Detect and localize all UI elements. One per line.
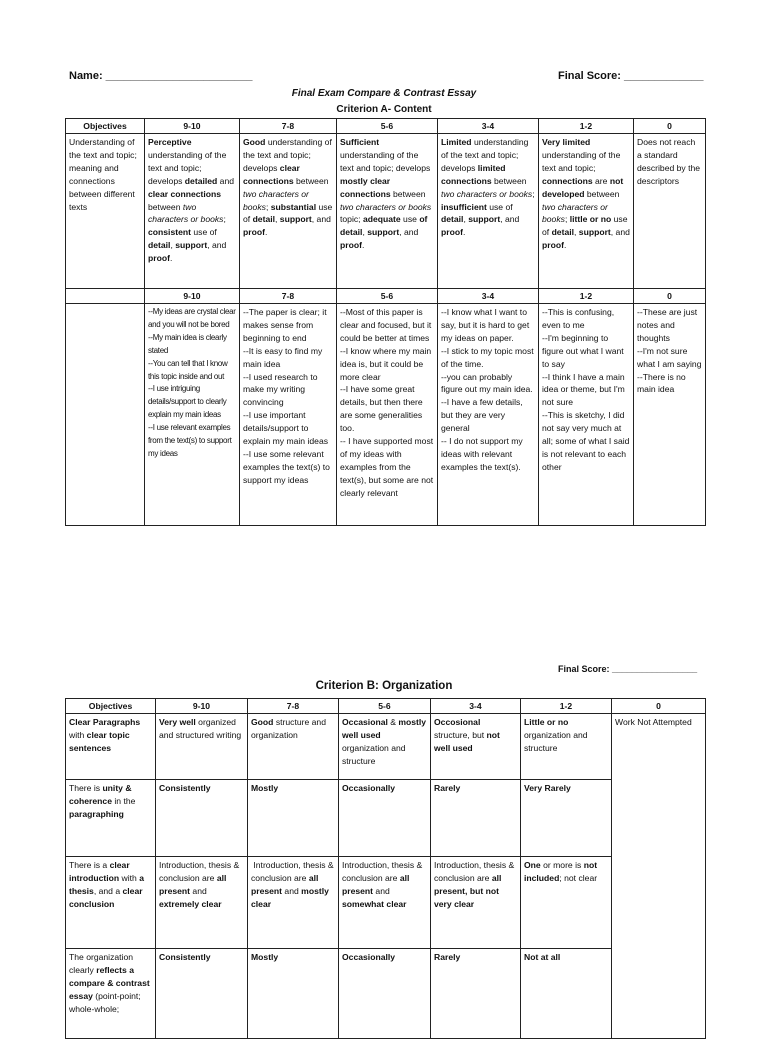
col2-9-10: 9-10 <box>145 289 240 304</box>
objective-introduction: There is a clear introduction with a thesis, and a clear conclusion <box>66 857 156 949</box>
col-1-2: 1-2 <box>521 699 612 714</box>
cell-b-0: Work Not Attempted <box>612 714 706 1039</box>
criterion-b-row-2 <box>66 780 706 857</box>
document-title: Final Exam Compare & Contrast Essay <box>291 88 477 99</box>
objective-paragraphs: Clear Paragraphs with clear topic sentences <box>66 714 156 780</box>
criterion-b-header-row <box>66 699 706 714</box>
criterion-b-row-1 <box>66 714 706 780</box>
cell-b3-7-8: Introduction, thesis & conclusion are all present and mostly clear <box>248 857 339 949</box>
col2-3-4: 3-4 <box>438 289 539 304</box>
col-7-8: 7-8 <box>240 119 337 134</box>
student-statement-7-8: --The paper is clear; it makes sense from beginning to end --It is easy to find my main idea --I used research to make my writing convincing --I use important details/support to explain my main ideas --I use some relevant examples the text(s) to support my ideas <box>240 304 337 526</box>
student-statement-5-6: --Most of this paper is clear and focused, but it could be better at times --I know where my main idea is, but it could be more clear --I have some great details, but then there are some generalities too. -- I have supported most of my ideas with examples from the text(s), but some are not clearly relevant <box>337 304 438 526</box>
cell-b1-1-2: Little or no organization and structure <box>521 714 612 780</box>
objective-cell: Understanding of the text and topic; meaning and connections between different texts <box>66 134 145 289</box>
cell-b4-5-6: Occasionally <box>339 949 431 1039</box>
student-statement-0: --These are just notes and thoughts --I'm not sure what I am saying --There is no main idea <box>634 304 706 526</box>
criterion-a-second-header-row <box>66 289 706 304</box>
col-7-8: 7-8 <box>248 699 339 714</box>
cell-b1-3-4: Occosional structure, but not well used <box>431 714 521 780</box>
criterion-b-table <box>65 698 706 1039</box>
blank-cell <box>66 304 145 526</box>
objective-compare-contrast: The organization clearly reflects a compare & contrast essay (point-point; whole-whole; <box>66 949 156 1039</box>
cell-b4-7-8: Mostly <box>248 949 339 1039</box>
criterion-a-descriptor-row <box>66 134 706 289</box>
descriptor-7-8: Good understanding of the text and topic; develops clear connections between two characters or books; substantial use of detail, support, and proof. <box>240 134 337 289</box>
descriptor-9-10: Perceptive understanding of the text and topic; develops detailed and clear connections between two characters or books; consistent use of detail, support, and proof. <box>145 134 240 289</box>
col-0: 0 <box>634 119 706 134</box>
col-0: 0 <box>612 699 706 714</box>
objective-unity: There is unity & coherence in the paragraphing <box>66 780 156 857</box>
cell-b3-5-6: Introduction, thesis & conclusion are all present and somewhat clear <box>339 857 431 949</box>
col2-1-2: 1-2 <box>539 289 634 304</box>
col2-0: 0 <box>634 289 706 304</box>
criterion-b-row-4 <box>66 949 706 1039</box>
col-5-6: 5-6 <box>339 699 431 714</box>
col-9-10: 9-10 <box>156 699 248 714</box>
descriptor-3-4: Limited understanding of the text and topic; develops limited connections between two characters or books; insufficient use of detail, support, and proof. <box>438 134 539 289</box>
blank-cell <box>66 289 145 304</box>
cell-b3-3-4: Introduction, thesis & conclusion are all present, but not very clear <box>431 857 521 949</box>
final-score-b-label: Final Score: _________________ <box>558 664 698 674</box>
criterion-a-student-row <box>66 304 706 526</box>
cell-b1-7-8: Good structure and organization <box>248 714 339 780</box>
col2-7-8: 7-8 <box>240 289 337 304</box>
col-objectives: Objectives <box>66 699 156 714</box>
criterion-b-title: Criterion B: Organization <box>315 680 453 692</box>
col2-5-6: 5-6 <box>337 289 438 304</box>
cell-b3-1-2: One or more is not included; not clear <box>521 857 612 949</box>
criterion-b-row-3 <box>66 857 706 949</box>
cell-b2-3-4: Rarely <box>431 780 521 857</box>
cell-b3-9-10: Introduction, thesis & conclusion are all present and extremely clear <box>156 857 248 949</box>
col-3-4: 3-4 <box>438 119 539 134</box>
cell-b4-9-10: Consistently <box>156 949 248 1039</box>
descriptor-0: Does not reach a standard described by the descriptors <box>634 134 706 289</box>
name-field-label: Name: ________________________ <box>69 70 253 82</box>
col-9-10: 9-10 <box>145 119 240 134</box>
cell-b2-5-6: Occasionally <box>339 780 431 857</box>
col-5-6: 5-6 <box>337 119 438 134</box>
final-score-label: Final Score: _____________ <box>558 70 704 82</box>
cell-b2-1-2: Very Rarely <box>521 780 612 857</box>
cell-b4-3-4: Rarely <box>431 949 521 1039</box>
col-3-4: 3-4 <box>431 699 521 714</box>
cell-b1-5-6: Occasional & mostly well used organization and structure <box>339 714 431 780</box>
col-1-2: 1-2 <box>539 119 634 134</box>
cell-b4-1-2: Not at all <box>521 949 612 1039</box>
col-objectives: Objectives <box>66 119 145 134</box>
cell-b1-9-10: Very well organized and structured writing <box>156 714 248 780</box>
criterion-a-header-row <box>66 119 706 134</box>
descriptor-5-6: Sufficient understanding of the text and topic; develops mostly clear connections between two characters or books topic; adequate use of detail, support, and proof. <box>337 134 438 289</box>
criterion-a-table <box>65 118 706 526</box>
criterion-a-title: Criterion A- Content <box>336 104 432 115</box>
student-statement-3-4: --I know what I want to say, but it is hard to get my ideas on paper. --I stick to my topic most of the time. --you can probably figure out my main idea. --I have a few details, but they are very general -- I do not support my ideas with relevant examples the text(s). <box>438 304 539 526</box>
cell-b2-7-8: Mostly <box>248 780 339 857</box>
student-statement-9-10: --My ideas are crystal clear and you will not be bored --My main idea is clearly stated --You can tell that I know this topic inside and out --I use intriguing details/support to clearly explain my main ideas --I use relevant examples from the text(s) to support my ideas <box>145 304 240 526</box>
student-statement-1-2: --This is confusing, even to me --I'm beginning to figure out what I want to say --I think I have a main idea or theme, but I'm not sure --This is sketchy, I did not say very much at all; some of what I said is not relevant to each other <box>539 304 634 526</box>
descriptor-1-2: Very limited understanding of the text and topic; connections are not developed between two characters or books; little or no use of detail, support, and proof. <box>539 134 634 289</box>
cell-b2-9-10: Consistently <box>156 780 248 857</box>
